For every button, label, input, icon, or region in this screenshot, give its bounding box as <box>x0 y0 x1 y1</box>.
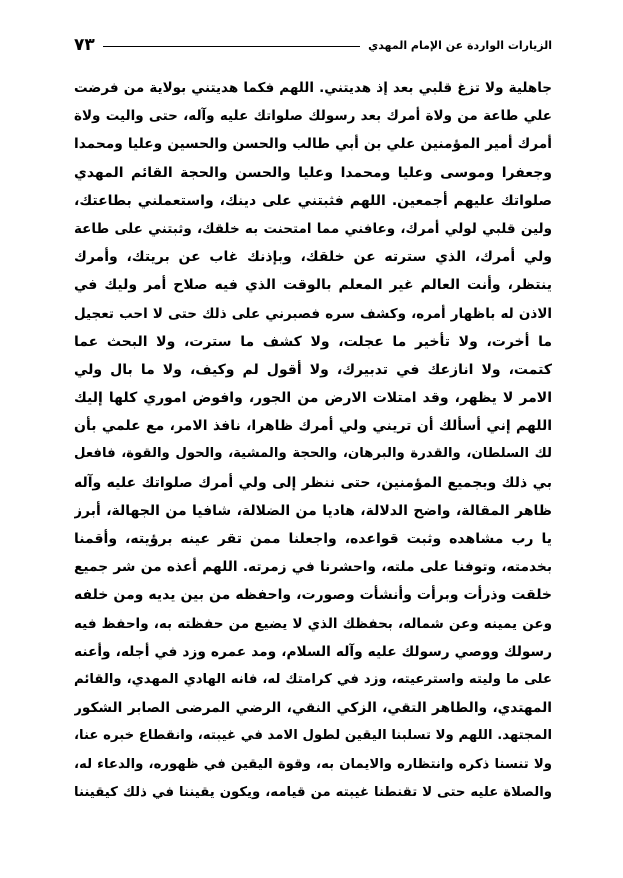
page-number: ٧٣ <box>74 35 95 55</box>
text-line-8: ينتظر، وأنت العالم غير المعلم بالوقت الذي فيه صلاح أمر وليك في <box>74 277 552 294</box>
text-line-4: وجعفرا وموسى وعليا ومحمدا وعليا والحسن والحجة القائم المهدي <box>74 164 552 181</box>
body-text <box>74 74 552 807</box>
text-line-15: بي ذلك وبجميع المؤمنين، حتى ننظر إلى ولي أمرك صلواتك عليه وآله <box>74 474 552 491</box>
text-line-23: المهتدي، والطاهر التقي، الزكي النقي، الرضي المرضى الصابر الشكور <box>74 700 552 717</box>
text-line-11: كتمت، ولا انازعك في تدبيرك، ولا أقول لم وكيف، ولا ما بال ولي <box>74 361 552 378</box>
text-line-1: جاهلية ولا تزغ قلبي بعد إذ هديتني. اللهم فكما هديتني بولاية من فرضت <box>74 80 552 96</box>
text-line-6: ولين قلبي لولي أمرك، وعافني مما امتحنت به خلقك، وثبتني على طاعة <box>74 220 552 237</box>
text-line-12: الامر لا يظهر، وقد امتلات الارض من الجور، وافوض اموري كلها إليك <box>74 390 552 407</box>
text-line-21: رسولك ووصي رسولك عليه وآله السلام، ومد عمره وزد في أجله، وأعنه <box>74 643 552 660</box>
text-line-24: المجتهد. اللهم ولا تسلبنا اليقين لطول الامد في غيبته، وانقطاع خبره عنا، <box>74 728 552 744</box>
text-line-26: والصلاة عليه حتى لا تقنطنا غيبته من قيامه، ويكون يقيننا في ذلك كيقيننا <box>74 784 552 800</box>
text-line-5: صلواتك عليهم أجمعين. اللهم فثبتني على دينك، واستعملني بطاعتك، <box>74 192 552 209</box>
text-line-25: ولا تنسنا ذكره وانتظاره والايمان به، وقوة اليقين في ظهوره، والدعاء له، <box>74 756 552 772</box>
header-rule <box>103 46 360 47</box>
text-line-22: على ما وليته واسترعيته، وزد في كرامتك له، فانه الهادي المهدي، والقائم <box>74 671 552 687</box>
running-title: الزيارات الواردة عن الإمام المهدي <box>368 38 552 52</box>
page-header <box>74 34 552 56</box>
text-line-20: وعن يمينه وعن شماله، بحفظك الذي لا يضيع من حفظته به، واحفظ فيه <box>74 615 552 632</box>
text-line-19: خلقت وذرأت وبرأت وأنشأت وصورت، واحفظه من بين يديه ومن خلفه <box>74 587 552 604</box>
text-line-14: لك السلطان، والقدرة والبرهان، والحجة والمشية، والحول والقوة، فافعل <box>74 446 552 462</box>
text-line-13: اللهم إني أسألك أن تريني ولي أمرك ظاهرا، نافذ الامر، مع علمي بأن <box>74 418 552 435</box>
text-line-2: علي طاعة من ولاة أمرك بعد رسولك صلواتك عليه وآله، حتى واليت ولاة <box>74 108 552 125</box>
text-line-3: أمرك أمير المؤمنين علي بن أبي طالب والحسن والحسين وعليا ومحمدا <box>74 136 552 153</box>
text-line-17: يا رب مشاهده وثبت قواعده، واجعلنا ممن تقر عينه برؤيته، وأقمنا <box>74 531 552 547</box>
text-line-9: الاذن له باظهار أمره، وكشف سره فصبرني على ذلك حتى لا احب تعجيل <box>74 305 552 322</box>
text-line-16: ظاهر المقالة، واضح الدلالة، هاديا من الضلالة، شافيا من الجهالة، أبرز <box>74 502 552 519</box>
text-line-7: ولي أمرك، الذي سترته عن خلقك، وبإذنك غاب عن بريتك، وأمرك <box>74 249 552 266</box>
text-line-10: ما أخرت، ولا تأخير ما عجلت، ولا كشف ما سترت، ولا البحث عما <box>74 333 552 350</box>
text-line-18: بخدمته، وتوفنا على ملته، واحشرنا في زمرته. اللهم أعذه من شر جميع <box>74 559 552 576</box>
